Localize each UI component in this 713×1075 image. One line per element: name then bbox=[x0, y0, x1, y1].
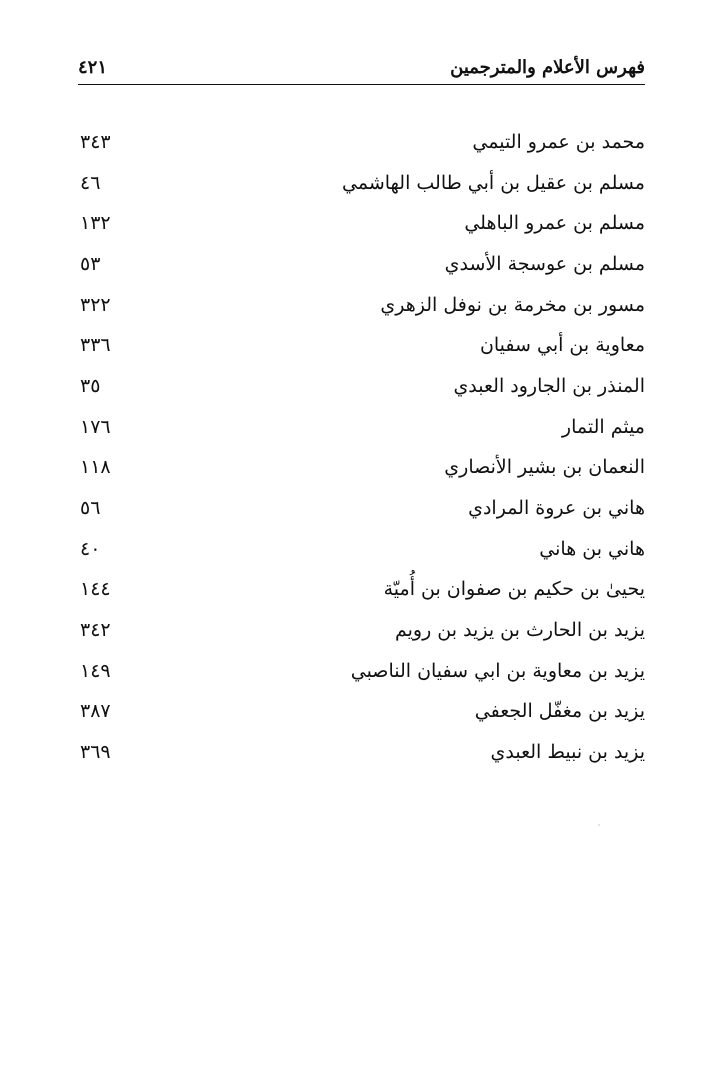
entry-page-number: ١١٨ bbox=[80, 456, 111, 479]
entry-page-number: ٣٦٩ bbox=[80, 741, 111, 764]
entry-name: ميثم التمار bbox=[561, 415, 645, 438]
running-header bbox=[78, 50, 645, 85]
index-title: فهرس الأعلام والمترجمين bbox=[450, 56, 645, 78]
index-entry bbox=[78, 651, 645, 692]
entry-page-number: ٥٣ bbox=[80, 252, 101, 275]
entry-name: يزيد بن الحارث بن يزيد بن رويم bbox=[394, 619, 645, 642]
index-entry bbox=[78, 163, 645, 204]
entry-name: مسلم بن عقيل بن أبي طالب الهاشمي bbox=[342, 171, 645, 194]
index-entry bbox=[78, 692, 645, 733]
entry-name: مسلم بن عوسجة الأسدي bbox=[444, 252, 645, 275]
index-entry bbox=[78, 529, 645, 570]
entry-name: مسور بن مخرمة بن نوفل الزهري bbox=[380, 293, 645, 316]
index-entry bbox=[78, 285, 645, 326]
index-entry bbox=[78, 570, 645, 611]
scan-speck bbox=[598, 824, 600, 826]
entry-name: المنذر بن الجارود العبدي bbox=[453, 374, 645, 397]
entry-page-number: ٥٦ bbox=[80, 497, 101, 520]
entry-page-number: ١٧٦ bbox=[80, 415, 111, 438]
entry-name: يزيد بن مغفّل الجعفي bbox=[474, 700, 645, 723]
index-entry bbox=[78, 366, 645, 407]
index-entry bbox=[78, 122, 645, 163]
entry-name: هاني بن هاني bbox=[539, 537, 645, 560]
index-entry bbox=[78, 488, 645, 529]
index-entry bbox=[78, 407, 645, 448]
entry-page-number: ٣٢٢ bbox=[80, 293, 111, 316]
entry-page-number: ٣٥ bbox=[80, 374, 101, 397]
entry-name: محمد بن عمرو التيمي bbox=[472, 130, 645, 153]
entry-name: معاوية بن أبي سفيان bbox=[479, 334, 645, 357]
entry-name: مسلم بن عمرو الباهلي bbox=[464, 212, 645, 235]
entry-page-number: ٣٨٧ bbox=[80, 700, 111, 723]
index-entry bbox=[78, 732, 645, 773]
entry-name: هاني بن عروة المرادي bbox=[468, 497, 645, 520]
entry-page-number: ٣٣٦ bbox=[80, 334, 111, 357]
entry-name: النعمان بن بشير الأنصاري bbox=[444, 456, 645, 479]
index-list bbox=[78, 122, 645, 773]
entry-name: يحيىٰ بن حكيم بن صفوان بن أُميّة bbox=[383, 578, 645, 601]
entry-page-number: ١٤٤ bbox=[80, 578, 111, 601]
index-entry bbox=[78, 448, 645, 489]
entry-name: يزيد بن نبيط العبدي bbox=[490, 741, 645, 764]
entry-page-number: ٣٤٢ bbox=[80, 619, 111, 642]
entry-name: يزيد بن معاوية بن ابي سفيان الناصبي bbox=[350, 659, 645, 682]
page-number: ٤٢١ bbox=[78, 56, 108, 78]
entry-page-number: ٣٤٣ bbox=[80, 130, 111, 153]
entry-page-number: ١٤٩ bbox=[80, 659, 111, 682]
index-entry bbox=[78, 203, 645, 244]
entry-page-number: ١٣٢ bbox=[80, 212, 111, 235]
index-entry bbox=[78, 325, 645, 366]
entry-page-number: ٤٦ bbox=[80, 171, 101, 194]
entry-page-number: ٤٠ bbox=[80, 537, 101, 560]
index-entry bbox=[78, 244, 645, 285]
index-entry bbox=[78, 610, 645, 651]
